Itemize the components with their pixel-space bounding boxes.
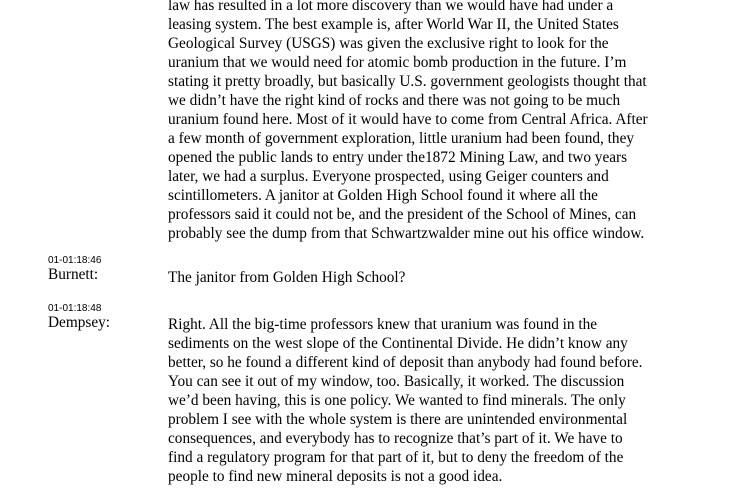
speaker-label: Burnett:: [48, 266, 99, 283]
transcript-paragraph: Right. All the big-time professors knew that uranium was found in the sediments on the west slope of the Continental Divide. He didn’t know any better, so he found a different kind of deposit than anybody had found before. You can see it out of my window, too. Basically, it worked. The discussion we’d been having, this is one policy. We wanted to find minerals. The only problem I see with the whole system is there are unintended environmental consequences, and everybody has to recognize that’s part of it. We have to find a regulatory program for that part of it, but to deny the freedom of the people to find new mineral deposits is not a good idea.: [168, 316, 643, 485]
speaker-label: Dempsey:: [48, 314, 111, 331]
transcript-paragraph: law has resulted in a lot more discovery than we would have had under a leasing system. The best example is, after World War II, the United States Geological Survey (USGS) was given the exclusive right to look for the uranium that we would need for atomic bomb production in the future. I’m stating it pretty broadly, but basically U.S. government geologists thought that we didn’t have the right kind of rocks and there was not going to be much uranium found here. Most of it would have to come from Central Africa. After a few month of government exploration, little uranium had been found, they opened the public lands to entry under the1872 Mining Law, and two years later, we had a surplus. Everyone prospected, using Geiger counters and scintillometers. A janitor at Golden High School found it where all the professors said it could not be, and the president of the School of Mines, can probably see the dump from that Schwartzwalder mine out his office window.: [168, 0, 648, 242]
timestamp: 01-01:18:46: [48, 255, 102, 266]
timestamp: 01-01:18:48: [48, 303, 102, 314]
transcript-paragraph: The janitor from Golden High School?: [168, 269, 406, 286]
